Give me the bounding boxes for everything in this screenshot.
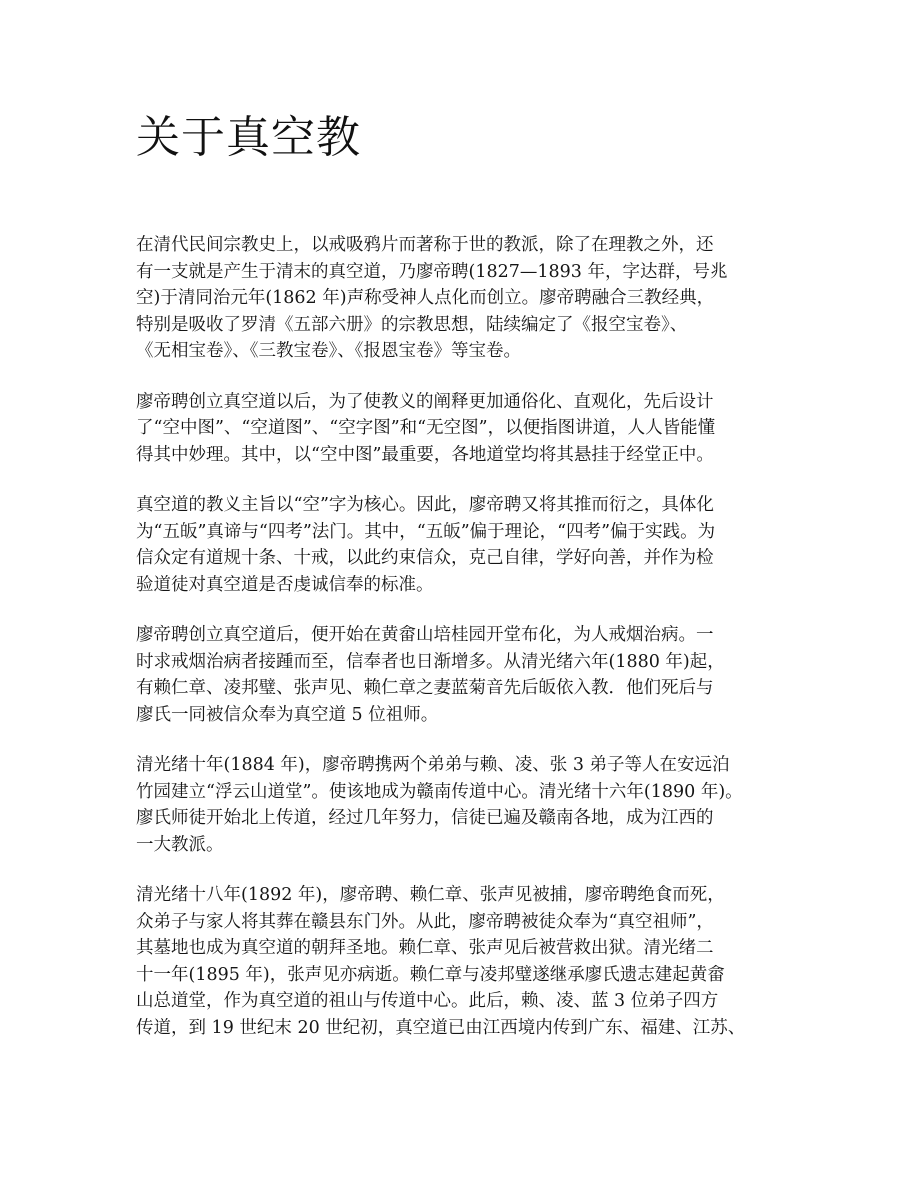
- document-title: 关于真空教: [136, 112, 361, 163]
- document-body: [136, 108, 796, 1041]
- paragraph-line: 得其中妙理。其中，以“空中图”最重要，各地道堂均将其悬挂于经堂正中。: [136, 444, 714, 465]
- paragraph-3: [136, 492, 796, 598]
- paragraph-line: 信众定有道规十条、十戒，以此约束信众，克己自律，学好向善，并作为检: [136, 548, 714, 568]
- paragraph-line: 竹园建立“浮云山道堂”。使该地成为赣南传道中心。清光绪十六年(1890 年)。: [136, 781, 743, 802]
- paragraph-line: 众弟子与家人将其葬在赣县东门外。从此，廖帝聘被徒众奉为“真空祖师”，: [136, 911, 714, 932]
- paragraph-line: 时求戒烟治病者接踵而至，信奉者也日渐增多。从清光绪六年(1880 年)起，: [136, 651, 725, 672]
- paragraph-2: [136, 389, 796, 469]
- paragraph-4: [136, 622, 796, 728]
- paragraph-line: 有一支就是产生于清末的真空道，乃廖帝聘(1827—1893 年，字达群，号兆: [136, 261, 728, 282]
- paragraph-line: 真空道的教义主旨以“空”字为核心。因此，廖帝聘又将其推而衍之，具体化: [136, 495, 714, 515]
- paragraph-line: 一大教派。: [136, 834, 224, 855]
- paragraph-line: 其墓地也成为真空道的朝拜圣地。赖仁章、张声见后被营救出狱。清光绪二: [136, 938, 714, 958]
- paragraph-6: [136, 882, 796, 1041]
- paragraph-line: 廖氏一同被信众奉为真空道 5 位祖师。: [136, 704, 439, 725]
- paragraph-5: [136, 752, 796, 858]
- paragraph-line: 廖氏师徒开始北上传道，经过几年努力，信徒已遍及赣南各地，成为江西的: [136, 808, 714, 828]
- paragraph-line: 空)于清同治元年(1862 年)声称受神人点化而创立。廖帝聘融合三教经典，: [136, 288, 715, 308]
- paragraph-line: 山总道堂，作为真空道的祖山与传道中心。此后，赖、凌、蓝 3 位弟子四方: [136, 991, 719, 1011]
- paragraph-line: 在清代民间宗教史上，以戒吸鸦片而著称于世的教派，除了在理教之外，还: [136, 235, 714, 255]
- paragraph-line: 《无相宝卷》、《三教宝卷》、《报恩宝卷》等宝卷。: [136, 341, 521, 361]
- paragraph-line: 廖帝聘创立真空道以后，为了使教义的阐释更加通俗化、直观化，先后设计: [136, 391, 714, 412]
- paragraph-line: 验道徒对真空道是否虔诚信奉的标准。: [136, 574, 434, 595]
- paragraph-line: 清光绪十八年(1892 年)，廖帝聘、赖仁章、张声见被捕，廖帝聘绝食而死，: [136, 885, 725, 905]
- paragraph-line: 了“空中图”、“空道图”、“空字图”和“无空图”，以便指图讲道，人人皆能懂: [136, 418, 716, 438]
- paragraph-line: 清光绪十年(1884 年)，廖帝聘携两个弟弟与赖、凌、张 3 弟子等人在安远泊: [136, 755, 730, 775]
- paragraph-1: [136, 232, 796, 365]
- paragraph-line: 为“五皈”真谛与“四考”法门。其中，“五皈”偏于理论，“四考”偏于实践。为: [136, 521, 716, 542]
- paragraph-line: 十一年(1895 年)，张声见亦病逝。赖仁章与凌邦璧遂继承廖氏遗志建起黄畲: [136, 964, 725, 985]
- paragraph-line: 特别是吸收了罗清《五部六册》的宗教思想，陆续编定了《报空宝卷》、: [136, 314, 688, 335]
- paragraph-line: 有赖仁章、凌邦璧、张声见、赖仁章之妻蓝菊音先后皈依入教．他们死后与: [136, 678, 714, 698]
- paragraph-line: 廖帝聘创立真空道后，便开始在黄畲山培桂园开堂布化，为人戒烟治病。一: [136, 625, 714, 645]
- paragraph-line: 传道，到 19 世纪末 20 世纪初，真空道已由江西境内传到广东、福建、江苏、: [136, 1017, 746, 1038]
